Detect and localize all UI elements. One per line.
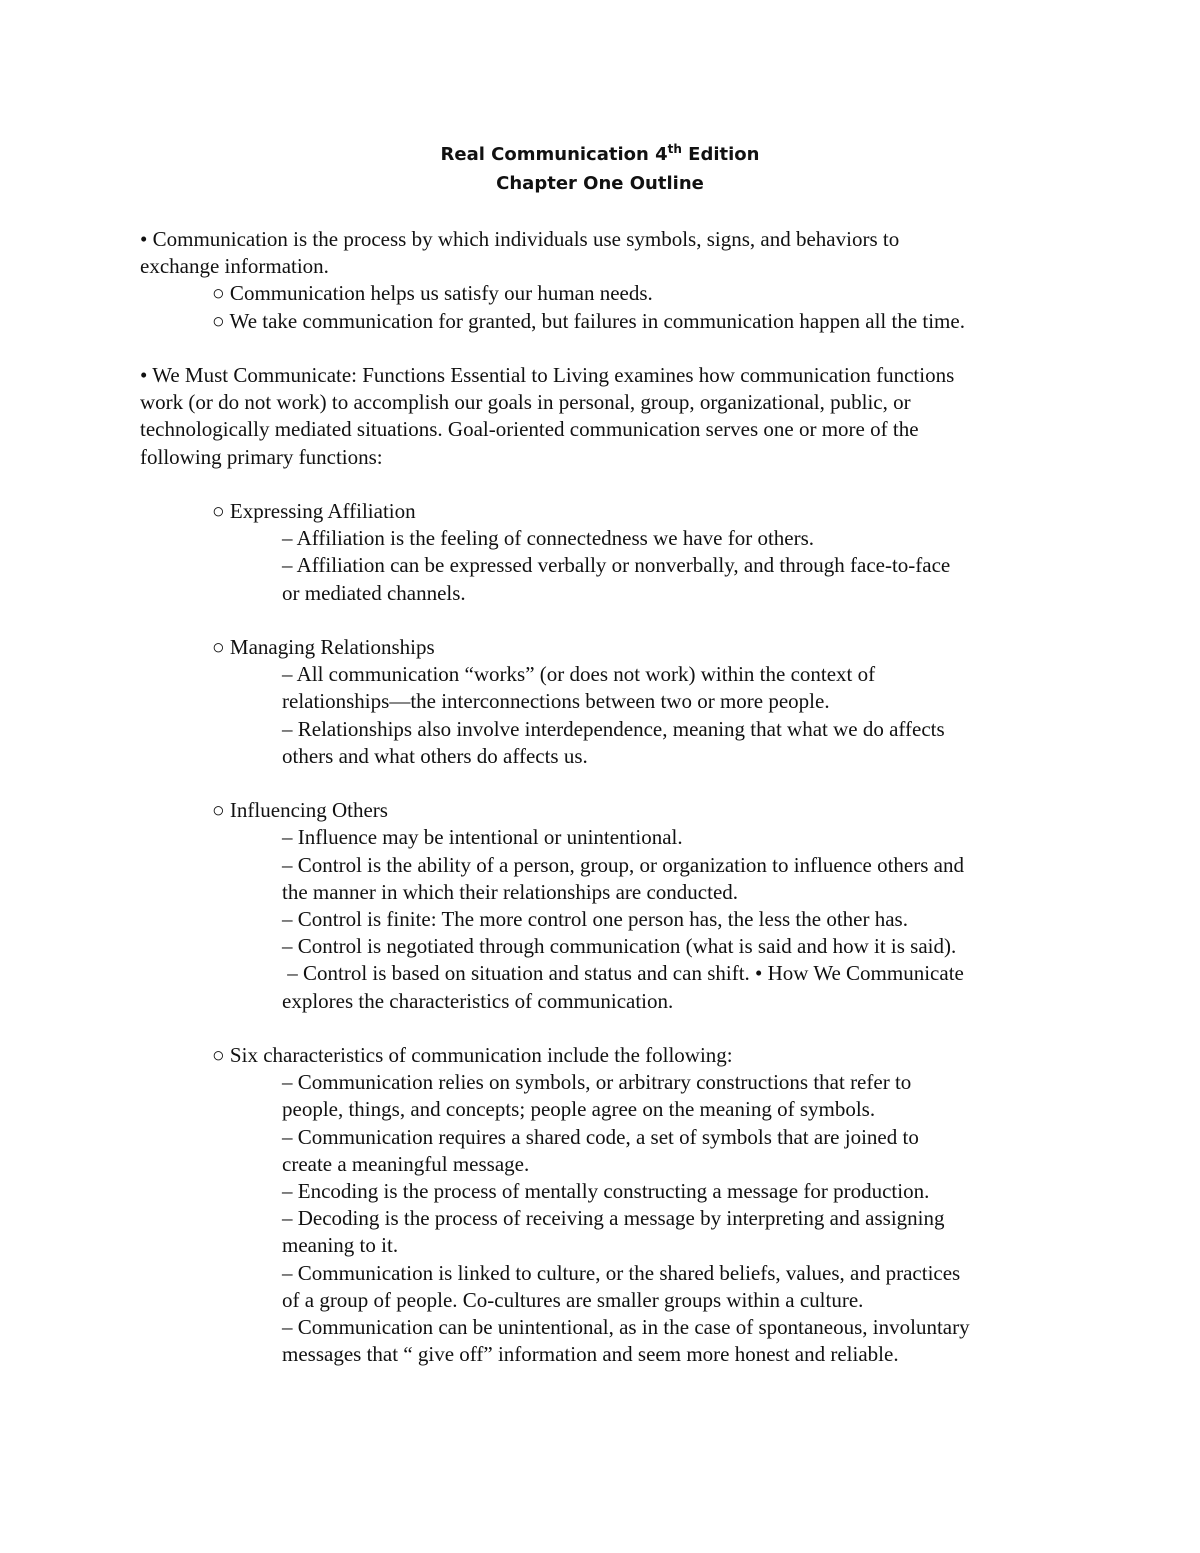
functions-section — [140, 362, 1070, 471]
dash-line: or mediated channels. — [282, 580, 466, 605]
dash-line: – Affiliation can be expressed verbally or nonverbally, and through face-to-face — [282, 553, 951, 578]
bullet-line: • Communication is the process by which individuals use symbols, signs, and behaviors to — [140, 227, 900, 251]
dash-line: – Affiliation is the feeling of connectedness we have for others. — [282, 526, 815, 551]
dash-line: – Control is based on situation and status and can shift. • How We Communicate — [282, 961, 964, 986]
section-heading: ○ Influencing Others — [212, 798, 388, 823]
bullet-line: exchange information. — [140, 254, 329, 279]
affiliation-section — [140, 498, 1070, 607]
dash-line: – Communication is linked to culture, or the shared beliefs, values, and practices — [282, 1260, 961, 1285]
dash-line: – Communication relies on symbols, or arbitrary constructions that refer to — [282, 1070, 912, 1095]
dash-line: meaning to it. — [282, 1233, 399, 1258]
paragraph-gap — [140, 471, 1070, 498]
document-header — [0, 140, 1200, 198]
paragraph-gap — [140, 607, 1070, 634]
dash-line: explores the characteristics of communication. — [282, 988, 674, 1013]
sub-bullet-line: ○ Communication helps us satisfy our human needs. — [212, 281, 653, 306]
characteristics-section — [140, 1042, 1070, 1368]
section-heading: ○ Expressing Affiliation — [212, 499, 416, 523]
bullet-line: following primary functions: — [140, 444, 383, 469]
page-subtitle: Chapter One Outline — [496, 173, 704, 194]
title-superscript: th — [667, 142, 682, 156]
dash-line: – Communication can be unintentional, as in the case of spontaneous, involuntary — [282, 1315, 970, 1340]
dash-line: create a meaningful message. — [282, 1151, 530, 1176]
dash-line: relationships—the interconnections between two or more people. — [282, 689, 830, 714]
dash-line: – Control is finite: The more control one person has, the less the other has. — [282, 907, 908, 932]
sub-bullet-line: ○ We take communication for granted, but failures in communication happen all the time. — [212, 308, 965, 333]
dash-line: – Control is the ability of a person, group, or organization to influence others and — [282, 852, 964, 877]
dash-line: others and what others do affects us. — [282, 743, 588, 768]
dash-line: the manner in which their relationships are conducted. — [282, 879, 739, 904]
outline-body — [140, 226, 1070, 1368]
paragraph-gap — [140, 1015, 1070, 1042]
dash-line: people, things, and concepts; people agree on the meaning of symbols. — [282, 1097, 876, 1122]
section-heading: ○ Six characteristics of communication include the following: — [212, 1043, 733, 1068]
intro-section — [140, 226, 1070, 335]
bullet-line: • We Must Communicate: Functions Essential to Living examines how communication functions — [140, 363, 955, 387]
bullet-line: work (or do not work) to accomplish our goals in personal, group, organizational, public, or — [140, 390, 911, 415]
dash-line: – Control is negotiated through communication (what is said and how it is said). — [282, 934, 957, 959]
dash-line: – All communication “works” (or does not work) within the context of — [282, 662, 876, 687]
paragraph-gap — [140, 770, 1070, 797]
dash-line: – Relationships also involve interdependence, meaning that what we do affects — [282, 716, 945, 741]
dash-line: of a group of people. Co-cultures are smaller groups within a culture. — [282, 1287, 864, 1312]
dash-line: – Influence may be intentional or unintentional. — [282, 825, 683, 850]
dash-line: messages that “ give off” information and seem more honest and reliable. — [282, 1342, 899, 1367]
dash-line: – Decoding is the process of receiving a message by interpreting and assigning — [282, 1206, 945, 1231]
title-edition: Edition — [681, 144, 760, 165]
section-heading: ○ Managing Relationships — [212, 635, 435, 659]
title-text: Real Communication 4 — [440, 144, 668, 165]
dash-line: – Communication requires a shared code, a set of symbols that are joined to — [282, 1124, 919, 1149]
dash-line: – Encoding is the process of mentally constructing a message for production. — [282, 1179, 930, 1204]
relationships-section — [140, 634, 1070, 770]
bullet-line: technologically mediated situations. Goal-oriented communication serves one or more of the — [140, 417, 919, 442]
page-title — [0, 140, 1200, 169]
influencing-section — [140, 797, 1070, 1015]
paragraph-gap — [140, 335, 1070, 362]
